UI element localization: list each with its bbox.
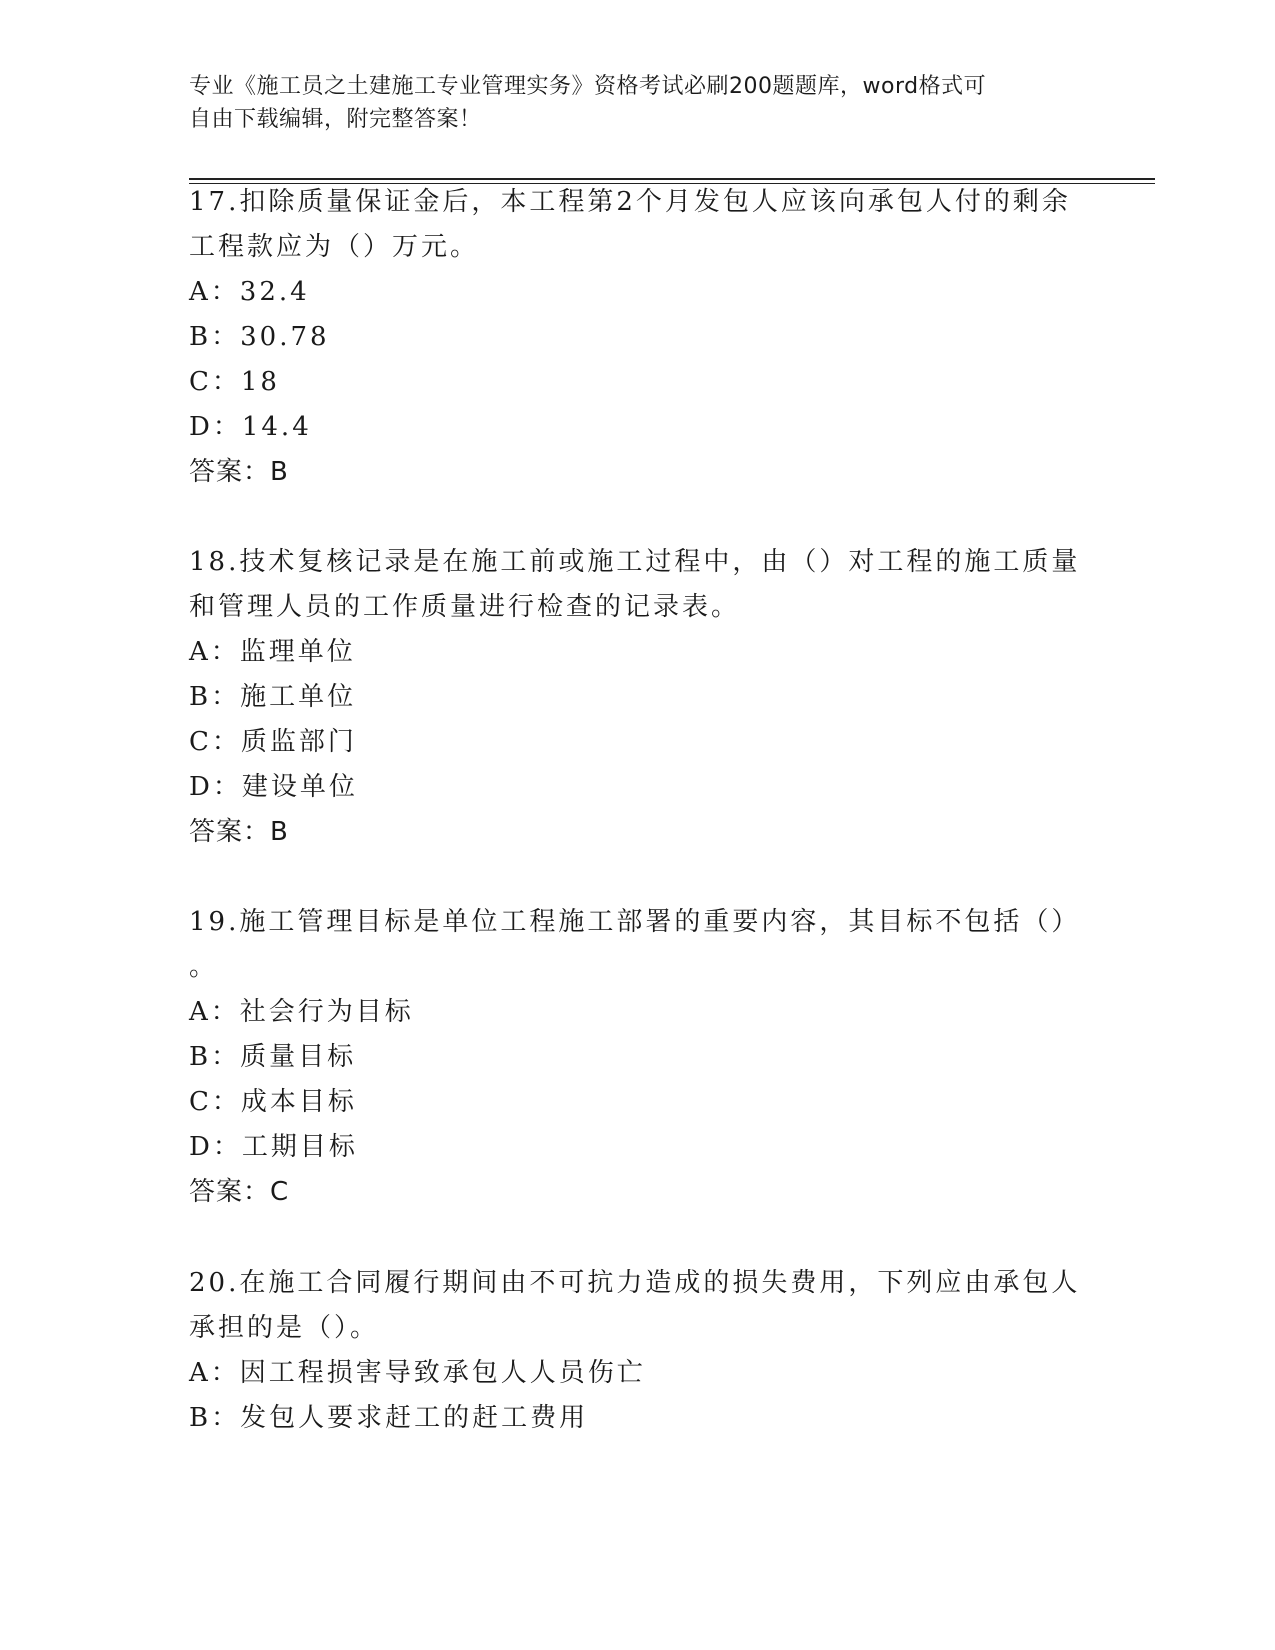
option-b: B：30.78 xyxy=(189,322,330,352)
answer: 答案：B xyxy=(189,457,289,487)
question-stem: 19.施工管理目标是单位工程施工部署的重要内容，其目标不包括（） xyxy=(189,907,1081,937)
option-d: D：工期目标 xyxy=(189,1132,358,1162)
question-stem-cont: 工程款应为（）万元。 xyxy=(189,232,480,262)
question-20 xyxy=(189,1261,1089,1441)
option-c: C：18 xyxy=(189,367,280,397)
option-b: B：发包人要求赶工的赶工费用 xyxy=(189,1403,589,1433)
question-18 xyxy=(189,540,1089,855)
question-17 xyxy=(189,180,1089,495)
question-stem-cont: 承担的是（）。 xyxy=(189,1313,380,1343)
answer: 答案：B xyxy=(189,817,289,847)
option-a: A：监理单位 xyxy=(189,637,356,667)
question-19 xyxy=(189,900,1089,1215)
header-line-1: 专业《施工员之土建施工专业管理实务》资格考试必刷200题题库，word格式可 xyxy=(189,74,987,99)
document-header xyxy=(189,70,1089,136)
option-c: C：质监部门 xyxy=(189,727,357,757)
header-line-2: 自由下载编辑，附完整答案！ xyxy=(189,107,482,132)
option-b: B：施工单位 xyxy=(189,682,357,712)
option-a: A：因工程损害导致承包人人员伤亡 xyxy=(189,1358,646,1388)
question-stem: 20.在施工合同履行期间由不可抗力造成的损失费用，下列应由承包人 xyxy=(189,1268,1081,1298)
option-a: A：社会行为目标 xyxy=(189,997,414,1027)
question-stem: 18.技术复核记录是在施工前或施工过程中，由（）对工程的施工质量 xyxy=(189,547,1081,577)
question-stem-cont: 和管理人员的工作质量进行检查的记录表。 xyxy=(189,592,741,622)
option-d: D：建设单位 xyxy=(189,772,358,802)
answer: 答案：C xyxy=(189,1177,290,1207)
option-b: B：质量目标 xyxy=(189,1042,357,1072)
question-stem-cont: 。 xyxy=(189,952,219,982)
question-stem: 17.扣除质量保证金后，本工程第2个月发包人应该向承包人付的剩余 xyxy=(189,187,1071,217)
option-d: D：14.4 xyxy=(189,412,312,442)
option-c: C：成本目标 xyxy=(189,1087,357,1117)
option-a: A：32.4 xyxy=(189,277,310,307)
